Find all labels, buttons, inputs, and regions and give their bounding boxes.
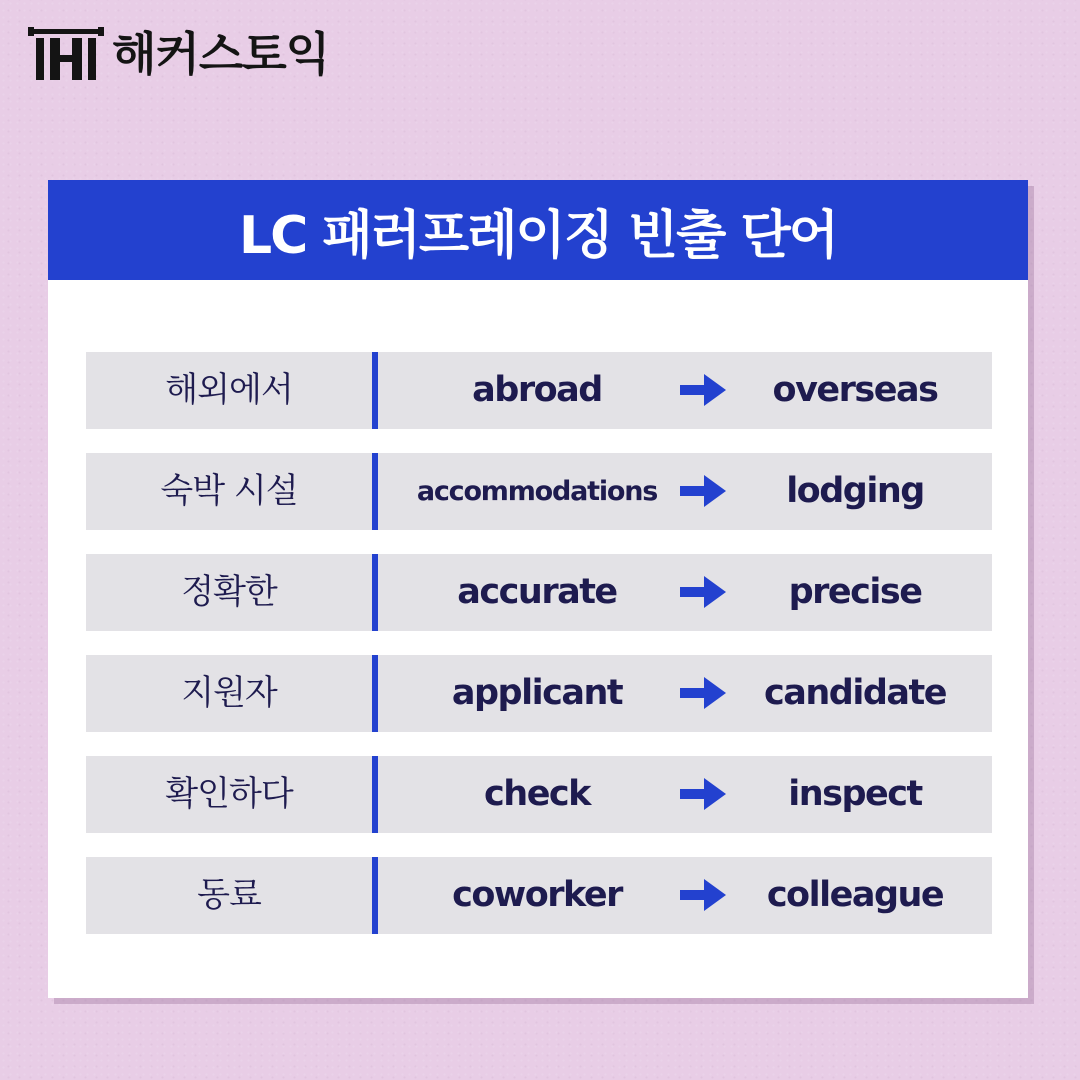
korean-meaning: 해외에서 <box>165 370 293 410</box>
original-word: accurate <box>457 572 617 612</box>
paraphrase-word: precise <box>788 572 922 612</box>
vocab-row <box>86 655 992 732</box>
original-word: check <box>484 774 590 814</box>
paraphrase-word: lodging <box>786 471 924 511</box>
original-word: applicant <box>451 673 623 713</box>
original-word: abroad <box>472 370 602 410</box>
vocab-row <box>86 352 992 429</box>
brand-header <box>28 26 329 82</box>
vocab-row <box>86 756 992 833</box>
card-header <box>48 180 1028 280</box>
vocab-card <box>48 180 1028 998</box>
original-word: accommodations <box>416 476 658 507</box>
vocab-list <box>86 352 992 934</box>
korean-meaning: 동료 <box>197 875 261 915</box>
korean-meaning: 정확한 <box>181 572 277 612</box>
original-word: coworker <box>452 875 622 915</box>
vocab-row <box>86 453 992 530</box>
paraphrase-word: overseas <box>772 370 938 410</box>
vocab-row <box>86 554 992 631</box>
hackers-logo-icon <box>28 26 104 82</box>
card-title: LC 패러프레이징 빈출 단어 <box>239 205 837 266</box>
paraphrase-word: inspect <box>788 774 922 814</box>
korean-meaning: 지원자 <box>181 673 277 713</box>
brand-name: 해커스토익 <box>112 27 330 81</box>
korean-meaning: 확인하다 <box>165 774 293 814</box>
vocab-row <box>86 857 992 934</box>
korean-meaning: 숙박 시설 <box>160 471 298 511</box>
paraphrase-word: candidate <box>764 673 946 713</box>
paraphrase-word: colleague <box>766 875 944 915</box>
